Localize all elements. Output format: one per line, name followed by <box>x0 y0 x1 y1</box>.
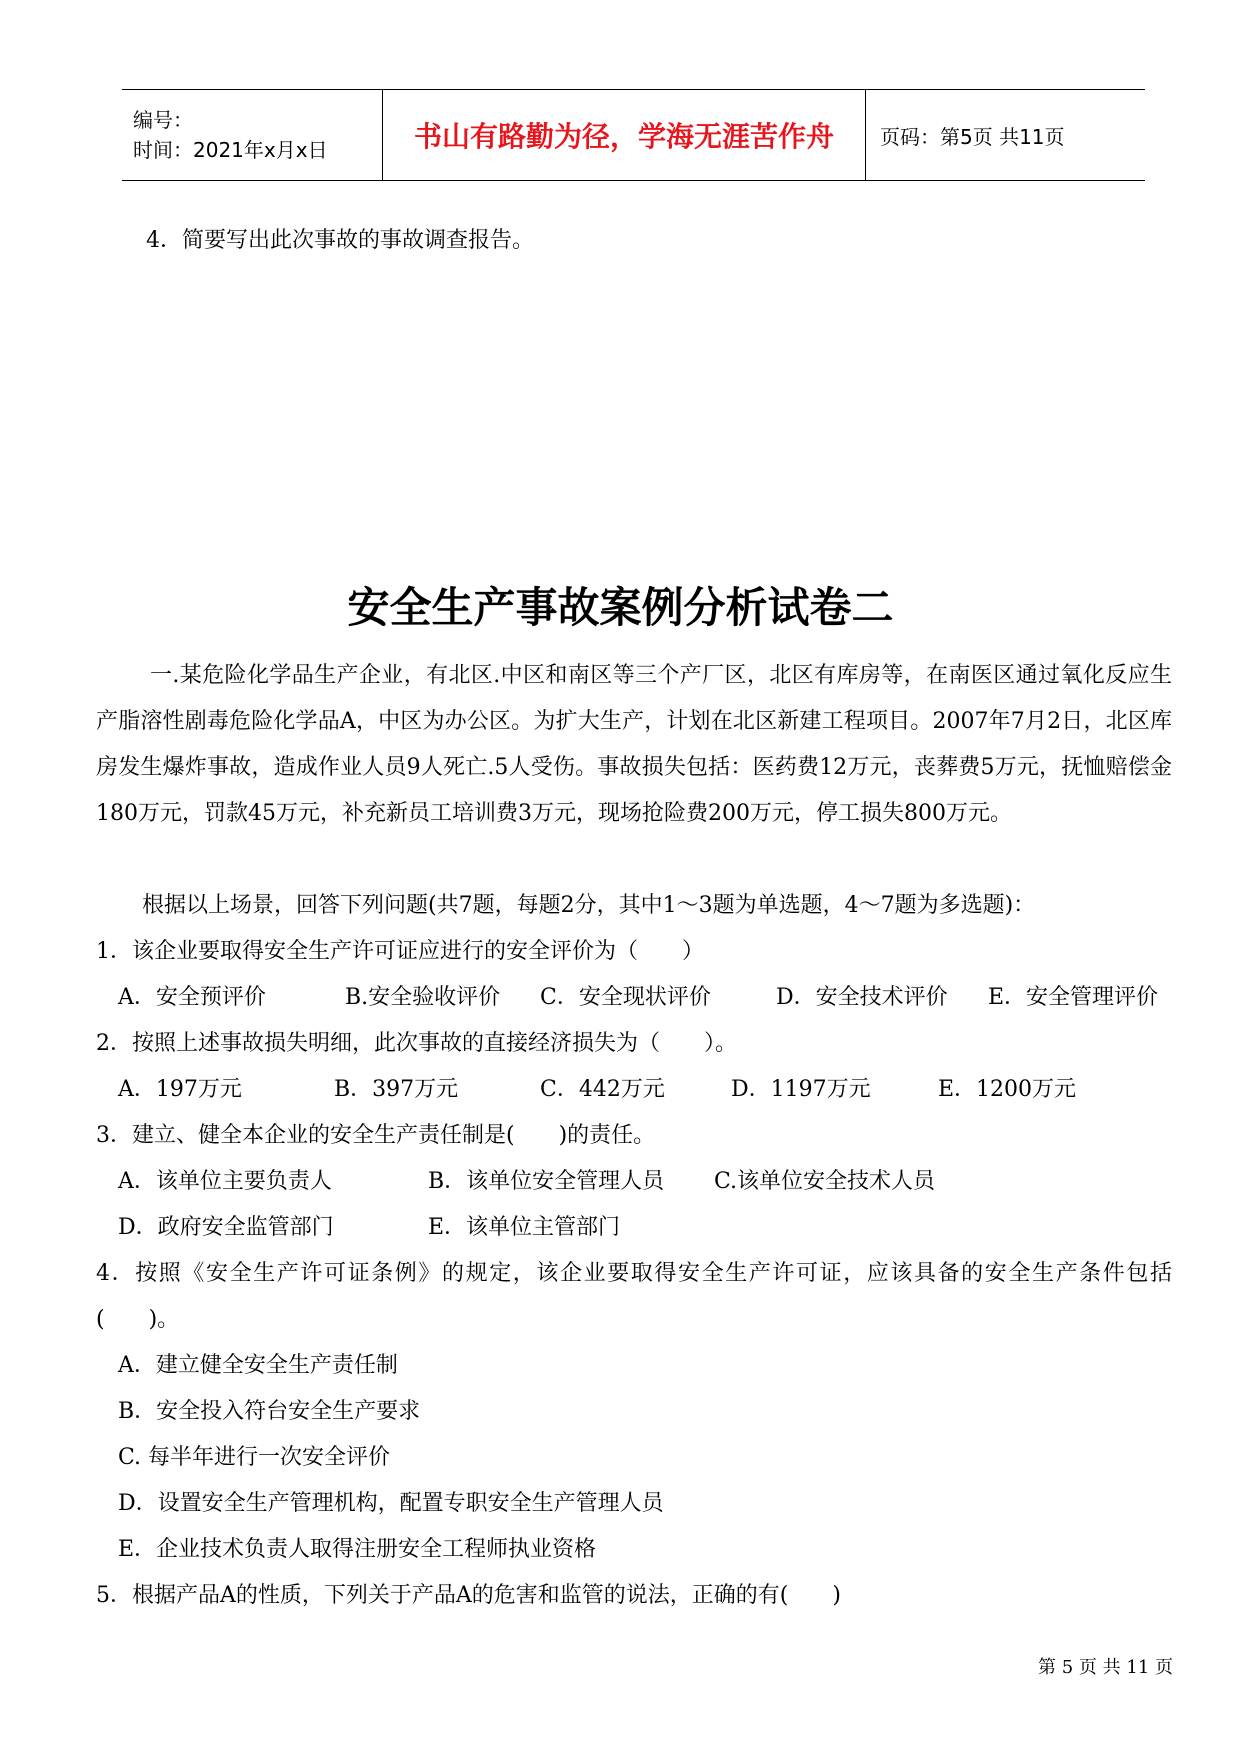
option-a: A．安全预评价 <box>118 985 266 1010</box>
page-title: 安全生产事故案例分析试卷二 <box>347 583 894 632</box>
option-e: E．1200万元 <box>938 1077 1077 1102</box>
option-d: D．政府安全监管部门 <box>118 1215 334 1240</box>
scenario-paragraph: 一.某危险化学品生产企业，有北区.中区和南区等三个产厂区，北区有库房等，在南医区通过氧化反应生产脂溶性剧毒危险化学品A，中区为办公区。为扩大生产，计划在北区新建工程项目。2007年7月2日，北区库房发生爆炸事故，造成作业人员9人死亡.5人受伤。事故损失包括：医药费12万元，丧葬费5万元，抚恤赔偿金180万元，罚款45万元，补充新员工培训费3万元，现场抢险费200万元，停工损失800万元。 <box>96 663 1172 826</box>
question-3-stem: 3．建立、健全本企业的安全生产责任制是( )的责任。 <box>96 1123 656 1148</box>
question-1-stem: 1．该企业要取得安全生产许可证应进行的安全评价为（ ） <box>96 939 704 964</box>
header-table <box>122 89 1145 181</box>
question-2-stem: 2．按照上述事故损失明细，此次事故的直接经济损失为（ ）。 <box>96 1031 737 1056</box>
time-label: 时间：2021年x月x日 <box>133 138 328 162</box>
option-b: B．安全投入符台安全生产要求 <box>118 1399 421 1424</box>
option-c: C．442万元 <box>540 1077 665 1102</box>
motto: 书山有路勤为径，学海无涯苦作舟 <box>413 120 834 153</box>
option-b: B.安全验收评价 <box>345 985 501 1010</box>
option-a: A．建立健全安全生产责任制 <box>118 1353 398 1378</box>
question-4-stem: 4．按照《安全生产许可证条例》的规定，该企业要取得安全生产许可证，应该具备的安全生产条件包括( )。 <box>96 1261 1172 1332</box>
option-a: A．197万元 <box>118 1077 242 1102</box>
option-c: C.该单位安全技术人员 <box>714 1169 936 1194</box>
header-info-cell <box>122 90 382 180</box>
option-d: D．1197万元 <box>731 1077 871 1102</box>
option-c: C．安全现状评价 <box>540 985 711 1010</box>
option-d: D．设置安全生产管理机构，配置专职安全生产管理人员 <box>118 1491 664 1516</box>
instruction: 根据以上场景，回答下列问题(共7题，每题2分，其中1～3题为单选题，4～7题为多选题)： <box>142 893 1036 918</box>
option-e: E．企业技术负责人取得注册安全工程师执业资格 <box>118 1537 597 1562</box>
motto-cell <box>382 90 866 180</box>
option-e: E．该单位主管部门 <box>428 1215 621 1240</box>
option-b: B．该单位安全管理人员 <box>428 1169 665 1194</box>
page-cell <box>866 90 1145 180</box>
option-c: C. 每半年进行一次安全评价 <box>118 1445 391 1470</box>
number-label: 编号： <box>133 108 193 132</box>
option-d: D．安全技术评价 <box>776 985 948 1010</box>
option-b: B．397万元 <box>334 1077 459 1102</box>
page-label: 页码：第5页 共11页 <box>880 124 1065 149</box>
prev-question: 4．简要写出此次事故的事故调查报告。 <box>146 228 534 253</box>
option-a: A．该单位主要负责人 <box>118 1169 332 1194</box>
option-e: E．安全管理评价 <box>988 985 1159 1010</box>
question-5-stem: 5．根据产品A的性质，下列关于产品A的危害和监管的说法，正确的有( ) <box>96 1583 841 1608</box>
page-footer: 第 5 页 共 11 页 <box>1038 1657 1173 1678</box>
